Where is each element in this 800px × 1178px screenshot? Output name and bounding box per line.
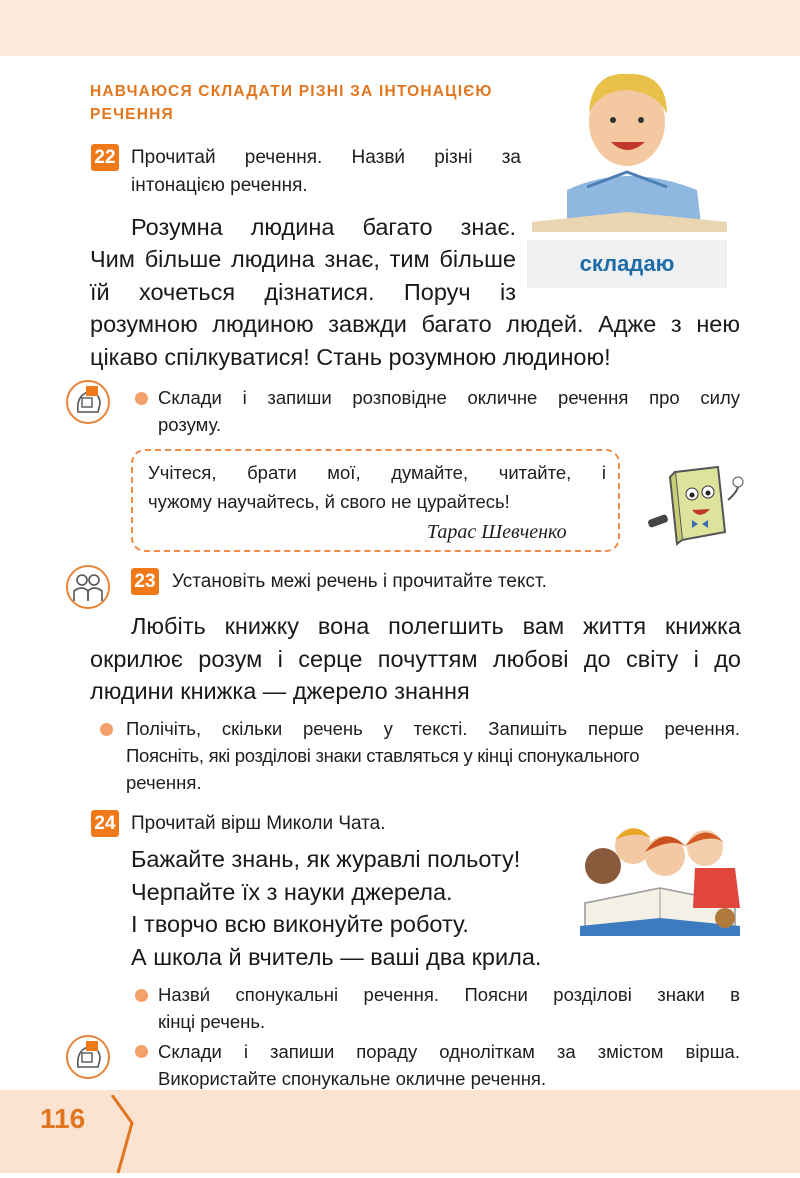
task22-text-line5: цікаво спілкуватися! Стань розумною людиною! [90,344,611,370]
task22-instruction-line2: інтонацією речення. [131,175,308,196]
task24-bullet1-line1: Назви́ спонукальні речення. Поясни розділові знаки в [158,984,740,1005]
poem-line1: Бажайте знань, як журавлі польоту! [131,846,521,872]
task-number-22: 22 [91,144,119,171]
task22-bullet-line2: розуму. [158,414,222,435]
section-heading: НАВЧАЮСЯ СКЛАДАТИ РІЗНІ ЗА ІНТОНАЦІЄЮ РЕЧЕННЯ [90,83,493,123]
task23-text-line1: Любіть книжку вона полегшить вам життя книжка [131,613,741,639]
bullet-dot [100,723,113,736]
boy-reading-illustration [527,62,732,232]
task24-bullet2-line1: Склади і запиши пораду одноліткам за змістом вірша. [158,1041,740,1062]
task23-instruction: Установіть межі речень і прочитайте текст. [172,571,547,592]
task23-text-line2: окрилює розум і серце почуттям любові до світу і до [90,646,741,672]
task23-bullet-line2: Поясніть, які розділові знаки ставляться у кінці спонукального [126,745,640,766]
bullet-dot [135,392,148,405]
quote-author: Тарас Шевченко [427,521,567,543]
task22-text-line2: Чим більше людина знає, тим більше [90,246,516,272]
task24-bullet2-line2: Використайте спонукальне окличне речення. [158,1068,547,1089]
poem-line2: Черпайте їх з науки джерела. [131,879,453,905]
task23-bullet-line1: Полічіть, скільки речень у тексті. Запишіть перше речення. [126,718,740,739]
bullet-dot [135,989,148,1002]
children-reading-illustration [565,808,755,938]
task22-text-line1: Розумна людина багато знає. [131,214,516,240]
illustration-label: складаю [527,240,727,288]
task23-bullet-line3: речення. [126,772,202,793]
task23-text-line3: людини книжка — джерело знання [90,678,470,704]
task24-instruction: Прочитай вірш Миколи Чата. [131,813,386,834]
task22-text-line3: їй хочеться дізнатися. Поруч із [90,279,516,305]
task22-text-line4: розумною людиною завжди багато людей. Адже з нею [90,311,740,337]
task24-bullet1-line2: кінці речень. [158,1011,266,1032]
task22-instruction-line1: Прочитай речення. Назви́ різні за [131,147,521,168]
poem-line4: А школа й вчитель — ваші два крила. [131,944,542,970]
puzzle-head-icon [66,1035,110,1079]
pair-work-icon [66,565,110,609]
talking-book-icon [640,462,750,557]
top-band [0,0,800,56]
page-number: 116 [40,1103,86,1134]
puzzle-head-icon [66,380,110,424]
quote-line2: чужому научайтесь, й свого не цурайтесь! [148,491,510,512]
poem-line3: І творчо всю виконуйте роботу. [131,911,469,937]
task-number-23: 23 [131,568,159,595]
task22-bullet-line1: Склади і запиши розповідне окличне речення про силу [158,387,740,408]
bullet-dot [135,1045,148,1058]
quote-line1: Учітеся, брати мої, думайте, читайте, і [148,462,606,483]
task-number-24: 24 [91,810,119,837]
page-corner-mark [108,1095,138,1173]
